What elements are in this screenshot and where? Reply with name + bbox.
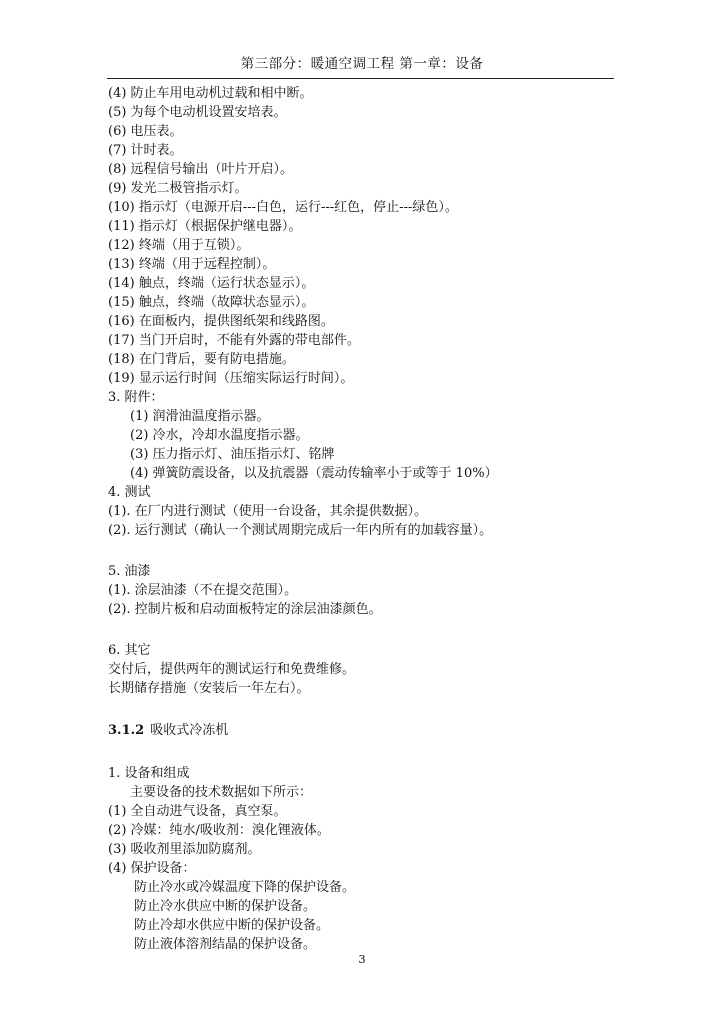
equipment-item: (4) 保护设备： [108,861,196,876]
list-item: (9) 发光二极管指示灯。 [108,181,248,196]
list-item: (6) 电压表。 [108,124,183,139]
document-body [108,84,618,954]
section-number: 3.1.2 [108,723,145,738]
protection-item: 防止液体溶剂结晶的保护设备。 [134,937,317,952]
list-item: (16) 在面板内，提供图纸架和线路图。 [108,314,334,329]
painting-item: (1). 涂层油漆（不在提交范围）。 [108,583,298,598]
list-item: (18) 在门背后，要有防电措施。 [108,352,295,367]
list-item: (13) 终端（用于远程控制）。 [108,257,276,272]
protection-item: 防止冷水供应中断的保护设备。 [134,899,317,914]
list-item: (8) 远程信号输出（叶片开启）。 [108,162,294,177]
painting-heading: 5. 油漆 [108,564,151,579]
list-item: (15) 触点，终端（故障状态显示）。 [108,295,315,310]
others-item: 长期储存措施（安装后一年左右）。 [108,681,310,696]
list-item: (5) 为每个电动机设置安培表。 [108,105,287,120]
list-item: (12) 终端（用于互锁）。 [108,238,250,253]
equipment-item: (3) 吸收剂里添加防腐剂。 [108,842,261,857]
painting-item: (2). 控制片板和启动面板特定的涂层油漆颜色。 [108,602,382,617]
accessories-heading: 3. 附件： [108,390,164,405]
list-item: (11) 指示灯（根据保护继电器）。 [108,219,302,234]
section-name: 吸收式冷冻机 [150,723,229,738]
list-item: (14) 触点，终端（运行状态显示）。 [108,276,315,291]
section-title [108,720,618,742]
testing-heading: 4. 测试 [108,485,151,500]
protection-item: 防止冷水或冷媒温度下降的保护设备。 [134,880,356,895]
accessory-item: (1) 润滑油温度指示器。 [130,409,270,424]
page-number: 3 [358,952,366,966]
testing-item: (2). 运行测试（确认一个测试周期完成后一年内所有的加载容量）。 [108,523,493,538]
others-heading: 6. 其它 [108,643,151,658]
equipment-item: (1) 全自动进气设备，真空泵。 [108,804,287,819]
testing-item: (1). 在厂内进行测试（使用一台设备，其余提供数据）。 [108,504,428,519]
accessory-item: (4) 弹簧防震设备，以及抗震器（震动传输率小于或等于 10%） [130,466,498,481]
list-item: (10) 指示灯（电源开启---白色，运行---红色，停止---绿色）。 [108,200,458,215]
accessory-item: (3) 压力指示灯、油压指示灯、铭牌 [130,447,335,462]
others-item: 交付后，提供两年的测试运行和免费维修。 [108,662,356,677]
list-item: (19) 显示运行时间（压缩实际运行时间）。 [108,371,354,386]
page-header: 第三部分：暖通空调工程 第一章：设备 [240,56,484,72]
equipment-item: (2) 冷媒：纯水/吸收剂：溴化锂液体。 [108,823,330,838]
list-item: (7) 计时表。 [108,143,183,158]
accessory-item: (2) 冷水，冷却水温度指示器。 [130,428,309,443]
equipment-heading: 1. 设备和组成 [108,766,190,781]
protection-item: 防止冷却水供应中断的保护设备。 [134,918,330,933]
list-item: (4) 防止车用电动机过载和相中断。 [108,86,313,101]
equipment-intro: 主要设备的技术数据如下所示： [130,785,313,800]
header-rule [107,78,614,79]
list-item: (17) 当门开启时，不能有外露的带电部件。 [108,333,360,348]
